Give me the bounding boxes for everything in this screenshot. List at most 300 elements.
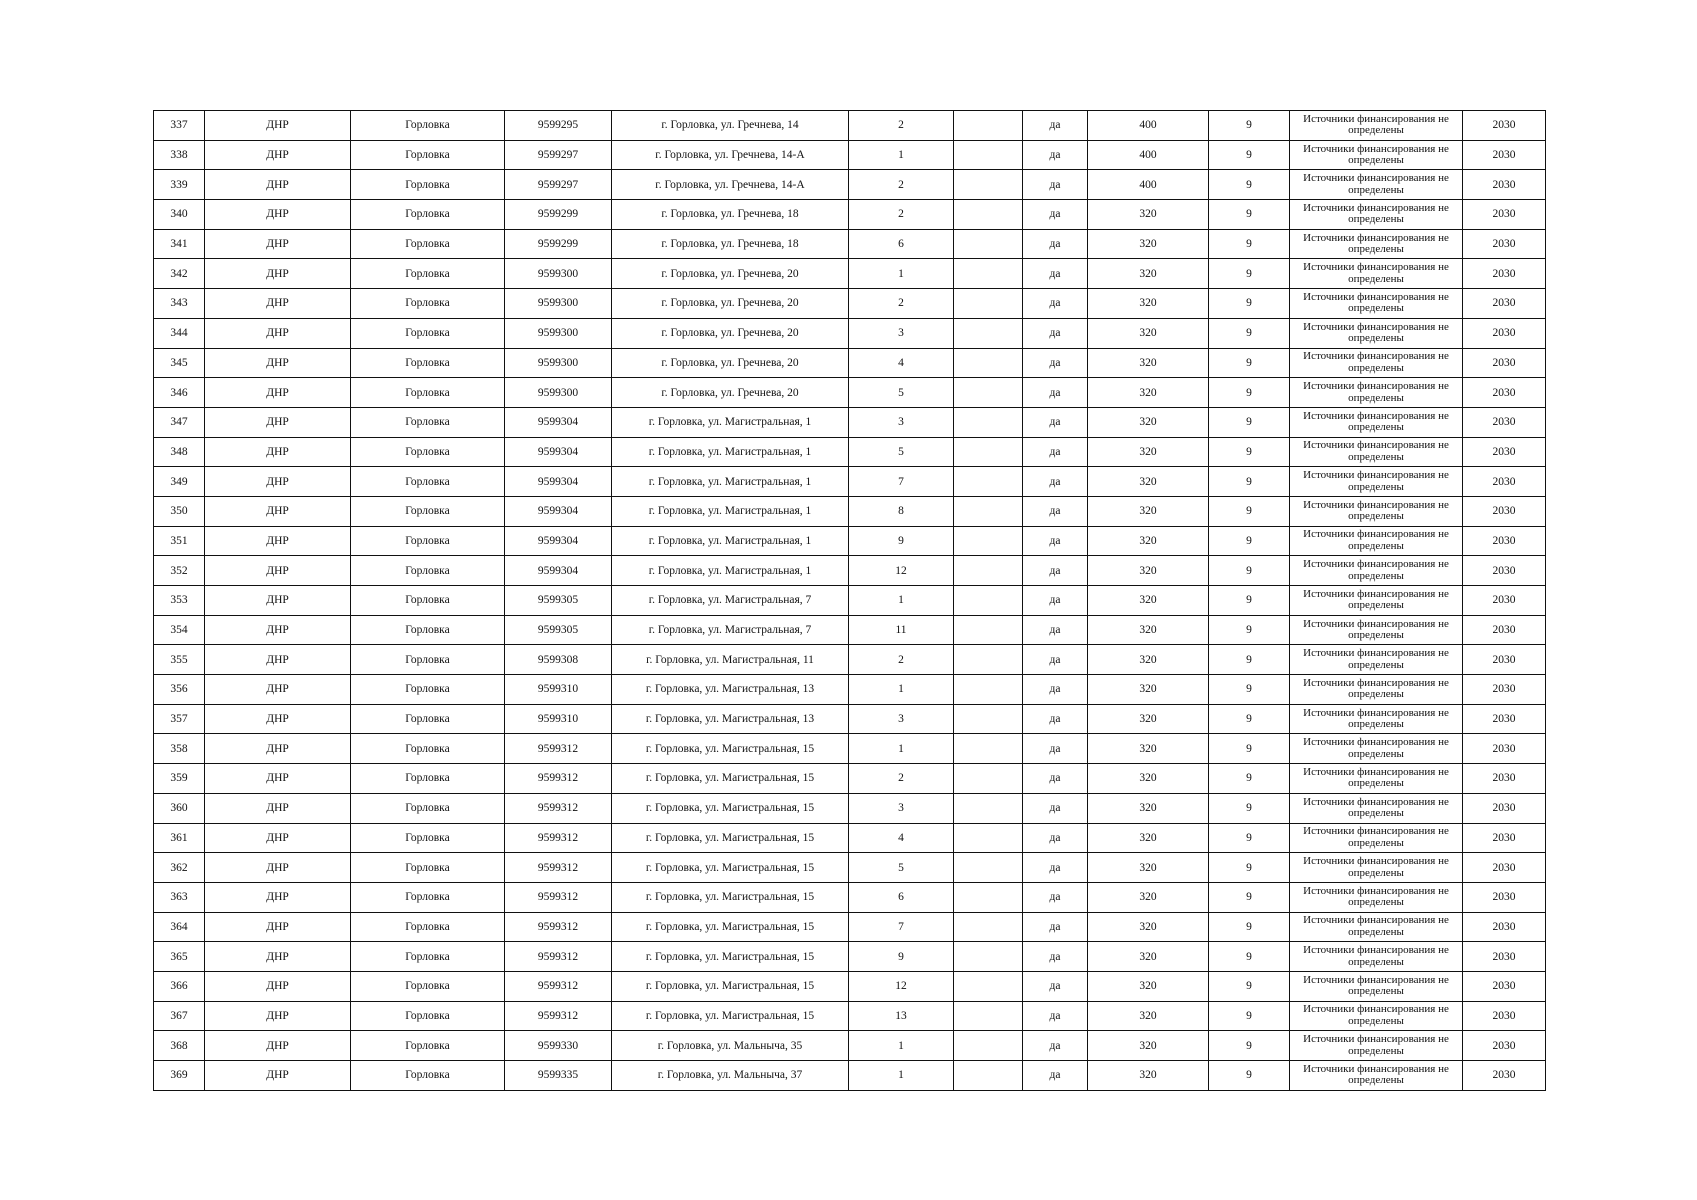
table-row — [154, 704, 1546, 734]
object-code-cell: 9599310 — [505, 675, 612, 705]
amount-cell: 320 — [1088, 467, 1209, 497]
region-cell: ДНР — [205, 437, 351, 467]
empty-cell — [954, 704, 1023, 734]
empty-cell — [954, 942, 1023, 972]
year-cell: 2030 — [1463, 1061, 1546, 1091]
year-cell: 2030 — [1463, 526, 1546, 556]
address-cell: г. Горловка, ул. Магистральная, 1 — [612, 407, 849, 437]
flag-cell: да — [1023, 793, 1088, 823]
empty-cell — [954, 823, 1023, 853]
region-cell: ДНР — [205, 971, 351, 1001]
table-row — [154, 793, 1546, 823]
year-cell: 2030 — [1463, 378, 1546, 408]
address-cell: г. Горловка, ул. Магистральная, 13 — [612, 675, 849, 705]
count-cell: 9 — [1209, 942, 1290, 972]
amount-cell: 320 — [1088, 882, 1209, 912]
table-row — [154, 259, 1546, 289]
flag-cell: да — [1023, 111, 1088, 141]
table-row — [154, 615, 1546, 645]
amount-cell: 320 — [1088, 823, 1209, 853]
year-cell: 2030 — [1463, 496, 1546, 526]
address-cell: г. Горловка, ул. Магистральная, 15 — [612, 912, 849, 942]
object-code-cell: 9599300 — [505, 378, 612, 408]
year-cell: 2030 — [1463, 853, 1546, 883]
funding-source-cell: Источники финансирования не определены — [1290, 111, 1463, 141]
city-cell: Горловка — [351, 764, 505, 794]
amount-cell: 320 — [1088, 1031, 1209, 1061]
row-number-cell: 356 — [154, 675, 205, 705]
year-cell: 2030 — [1463, 882, 1546, 912]
object-code-cell: 9599300 — [505, 259, 612, 289]
city-cell: Горловка — [351, 229, 505, 259]
count-cell: 9 — [1209, 496, 1290, 526]
year-cell: 2030 — [1463, 704, 1546, 734]
amount-cell: 320 — [1088, 407, 1209, 437]
table-row — [154, 586, 1546, 616]
object-code-cell: 9599299 — [505, 200, 612, 230]
row-number-cell: 343 — [154, 289, 205, 319]
apartment-cell: 1 — [849, 675, 954, 705]
amount-cell: 320 — [1088, 556, 1209, 586]
region-cell: ДНР — [205, 882, 351, 912]
region-cell: ДНР — [205, 586, 351, 616]
flag-cell: да — [1023, 823, 1088, 853]
city-cell: Горловка — [351, 200, 505, 230]
table-row — [154, 378, 1546, 408]
city-cell: Горловка — [351, 675, 505, 705]
count-cell: 9 — [1209, 229, 1290, 259]
region-cell: ДНР — [205, 853, 351, 883]
region-cell: ДНР — [205, 348, 351, 378]
empty-cell — [954, 764, 1023, 794]
empty-cell — [954, 1001, 1023, 1031]
year-cell: 2030 — [1463, 645, 1546, 675]
address-cell: г. Горловка, ул. Гречнева, 18 — [612, 200, 849, 230]
table-row — [154, 111, 1546, 141]
apartment-cell: 1 — [849, 259, 954, 289]
object-code-cell: 9599305 — [505, 586, 612, 616]
year-cell: 2030 — [1463, 971, 1546, 1001]
region-cell: ДНР — [205, 764, 351, 794]
row-number-cell: 363 — [154, 882, 205, 912]
apartment-cell: 1 — [849, 1031, 954, 1061]
object-code-cell: 9599312 — [505, 793, 612, 823]
empty-cell — [954, 111, 1023, 141]
amount-cell: 320 — [1088, 615, 1209, 645]
address-cell: г. Горловка, ул. Гречнева, 20 — [612, 348, 849, 378]
row-number-cell: 347 — [154, 407, 205, 437]
count-cell: 9 — [1209, 615, 1290, 645]
funding-source-cell: Источники финансирования не определены — [1290, 289, 1463, 319]
flag-cell: да — [1023, 853, 1088, 883]
empty-cell — [954, 645, 1023, 675]
object-code-cell: 9599312 — [505, 734, 612, 764]
count-cell: 9 — [1209, 882, 1290, 912]
row-number-cell: 360 — [154, 793, 205, 823]
table-row — [154, 734, 1546, 764]
count-cell: 9 — [1209, 1031, 1290, 1061]
year-cell: 2030 — [1463, 823, 1546, 853]
address-cell: г. Горловка, ул. Магистральная, 15 — [612, 764, 849, 794]
city-cell: Горловка — [351, 645, 505, 675]
address-cell: г. Горловка, ул. Магистральная, 15 — [612, 882, 849, 912]
apartment-cell: 1 — [849, 586, 954, 616]
table-row — [154, 170, 1546, 200]
city-cell: Горловка — [351, 704, 505, 734]
count-cell: 9 — [1209, 437, 1290, 467]
region-cell: ДНР — [205, 229, 351, 259]
flag-cell: да — [1023, 259, 1088, 289]
city-cell: Горловка — [351, 259, 505, 289]
apartment-cell: 9 — [849, 526, 954, 556]
address-cell: г. Горловка, ул. Гречнева, 20 — [612, 259, 849, 289]
region-cell: ДНР — [205, 793, 351, 823]
region-cell: ДНР — [205, 111, 351, 141]
table-row — [154, 318, 1546, 348]
object-code-cell: 9599312 — [505, 942, 612, 972]
object-code-cell: 9599304 — [505, 526, 612, 556]
table-row — [154, 942, 1546, 972]
count-cell: 9 — [1209, 140, 1290, 170]
count-cell: 9 — [1209, 111, 1290, 141]
empty-cell — [954, 318, 1023, 348]
amount-cell: 400 — [1088, 111, 1209, 141]
address-cell: г. Горловка, ул. Магистральная, 15 — [612, 942, 849, 972]
funding-source-cell: Источники финансирования не определены — [1290, 140, 1463, 170]
funding-source-cell: Источники финансирования не определены — [1290, 764, 1463, 794]
city-cell: Горловка — [351, 556, 505, 586]
amount-cell: 320 — [1088, 200, 1209, 230]
amount-cell: 320 — [1088, 229, 1209, 259]
apartment-cell: 1 — [849, 140, 954, 170]
row-number-cell: 348 — [154, 437, 205, 467]
city-cell: Горловка — [351, 318, 505, 348]
region-cell: ДНР — [205, 615, 351, 645]
funding-source-cell: Источники финансирования не определены — [1290, 318, 1463, 348]
object-code-cell: 9599304 — [505, 437, 612, 467]
flag-cell: да — [1023, 229, 1088, 259]
address-cell: г. Горловка, ул. Магистральная, 7 — [612, 586, 849, 616]
city-cell: Горловка — [351, 407, 505, 437]
city-cell: Горловка — [351, 348, 505, 378]
row-number-cell: 353 — [154, 586, 205, 616]
row-number-cell: 349 — [154, 467, 205, 497]
address-cell: г. Горловка, ул. Гречнева, 14-А — [612, 170, 849, 200]
count-cell: 9 — [1209, 289, 1290, 319]
year-cell: 2030 — [1463, 407, 1546, 437]
flag-cell: да — [1023, 645, 1088, 675]
empty-cell — [954, 912, 1023, 942]
flag-cell: да — [1023, 200, 1088, 230]
amount-cell: 320 — [1088, 942, 1209, 972]
row-number-cell: 368 — [154, 1031, 205, 1061]
amount-cell: 320 — [1088, 1001, 1209, 1031]
apartment-cell: 3 — [849, 407, 954, 437]
count-cell: 9 — [1209, 853, 1290, 883]
row-number-cell: 345 — [154, 348, 205, 378]
count-cell: 9 — [1209, 318, 1290, 348]
table-row — [154, 407, 1546, 437]
count-cell: 9 — [1209, 170, 1290, 200]
address-cell: г. Горловка, ул. Магистральная, 15 — [612, 734, 849, 764]
amount-cell: 320 — [1088, 526, 1209, 556]
year-cell: 2030 — [1463, 467, 1546, 497]
funding-source-cell: Источники финансирования не определены — [1290, 378, 1463, 408]
address-cell: г. Горловка, ул. Гречнева, 20 — [612, 318, 849, 348]
row-number-cell: 364 — [154, 912, 205, 942]
address-cell: г. Горловка, ул. Магистральная, 15 — [612, 823, 849, 853]
year-cell: 2030 — [1463, 675, 1546, 705]
flag-cell: да — [1023, 289, 1088, 319]
empty-cell — [954, 734, 1023, 764]
year-cell: 2030 — [1463, 437, 1546, 467]
address-cell: г. Горловка, ул. Гречнева, 14-А — [612, 140, 849, 170]
year-cell: 2030 — [1463, 734, 1546, 764]
object-code-cell: 9599300 — [505, 289, 612, 319]
city-cell: Горловка — [351, 170, 505, 200]
empty-cell — [954, 882, 1023, 912]
count-cell: 9 — [1209, 971, 1290, 1001]
apartment-cell: 3 — [849, 318, 954, 348]
apartment-cell: 6 — [849, 882, 954, 912]
empty-cell — [954, 140, 1023, 170]
object-code-cell: 9599300 — [505, 318, 612, 348]
row-number-cell: 365 — [154, 942, 205, 972]
amount-cell: 320 — [1088, 734, 1209, 764]
city-cell: Горловка — [351, 467, 505, 497]
flag-cell: да — [1023, 407, 1088, 437]
count-cell: 9 — [1209, 348, 1290, 378]
amount-cell: 320 — [1088, 1061, 1209, 1091]
apartment-cell: 8 — [849, 496, 954, 526]
object-code-cell: 9599312 — [505, 853, 612, 883]
object-code-cell: 9599312 — [505, 971, 612, 1001]
count-cell: 9 — [1209, 407, 1290, 437]
row-number-cell: 361 — [154, 823, 205, 853]
table-row — [154, 348, 1546, 378]
city-cell: Горловка — [351, 140, 505, 170]
address-cell: г. Горловка, ул. Гречнева, 18 — [612, 229, 849, 259]
year-cell: 2030 — [1463, 348, 1546, 378]
row-number-cell: 346 — [154, 378, 205, 408]
object-code-cell: 9599297 — [505, 140, 612, 170]
table-row — [154, 526, 1546, 556]
year-cell: 2030 — [1463, 793, 1546, 823]
region-cell: ДНР — [205, 259, 351, 289]
table-row — [154, 675, 1546, 705]
empty-cell — [954, 1061, 1023, 1091]
funding-source-cell: Источники финансирования не определены — [1290, 823, 1463, 853]
amount-cell: 400 — [1088, 170, 1209, 200]
object-code-cell: 9599300 — [505, 348, 612, 378]
apartment-cell: 6 — [849, 229, 954, 259]
object-code-cell: 9599312 — [505, 912, 612, 942]
object-code-cell: 9599312 — [505, 823, 612, 853]
region-cell: ДНР — [205, 289, 351, 319]
table-row — [154, 764, 1546, 794]
count-cell: 9 — [1209, 200, 1290, 230]
flag-cell: да — [1023, 1001, 1088, 1031]
apartment-cell: 1 — [849, 734, 954, 764]
row-number-cell: 344 — [154, 318, 205, 348]
table-row — [154, 1001, 1546, 1031]
address-cell: г. Горловка, ул. Гречнева, 20 — [612, 378, 849, 408]
funding-source-cell: Источники финансирования не определены — [1290, 348, 1463, 378]
funding-source-cell: Источники финансирования не определены — [1290, 526, 1463, 556]
row-number-cell: 359 — [154, 764, 205, 794]
row-number-cell: 341 — [154, 229, 205, 259]
address-cell: г. Горловка, ул. Гречнева, 20 — [612, 289, 849, 319]
funding-source-cell: Источники финансирования не определены — [1290, 734, 1463, 764]
flag-cell: да — [1023, 704, 1088, 734]
year-cell: 2030 — [1463, 1001, 1546, 1031]
flag-cell: да — [1023, 318, 1088, 348]
count-cell: 9 — [1209, 704, 1290, 734]
table-row — [154, 882, 1546, 912]
region-cell: ДНР — [205, 823, 351, 853]
funding-source-cell: Источники финансирования не определены — [1290, 437, 1463, 467]
table-row — [154, 437, 1546, 467]
count-cell: 9 — [1209, 764, 1290, 794]
row-number-cell: 354 — [154, 615, 205, 645]
year-cell: 2030 — [1463, 140, 1546, 170]
amount-cell: 320 — [1088, 675, 1209, 705]
address-cell: г. Горловка, ул. Гречнева, 14 — [612, 111, 849, 141]
flag-cell: да — [1023, 971, 1088, 1001]
funding-source-cell: Источники финансирования не определены — [1290, 912, 1463, 942]
amount-cell: 400 — [1088, 140, 1209, 170]
row-number-cell: 355 — [154, 645, 205, 675]
object-code-cell: 9599310 — [505, 704, 612, 734]
flag-cell: да — [1023, 348, 1088, 378]
year-cell: 2030 — [1463, 318, 1546, 348]
year-cell: 2030 — [1463, 1031, 1546, 1061]
empty-cell — [954, 1031, 1023, 1061]
count-cell: 9 — [1209, 823, 1290, 853]
amount-cell: 320 — [1088, 289, 1209, 319]
funding-source-cell: Источники финансирования не определены — [1290, 1001, 1463, 1031]
apartment-cell: 4 — [849, 823, 954, 853]
address-cell: г. Горловка, ул. Магистральная, 15 — [612, 853, 849, 883]
row-number-cell: 351 — [154, 526, 205, 556]
address-cell: г. Горловка, ул. Магистральная, 1 — [612, 556, 849, 586]
city-cell: Горловка — [351, 793, 505, 823]
region-cell: ДНР — [205, 912, 351, 942]
count-cell: 9 — [1209, 378, 1290, 408]
funding-source-cell: Источники финансирования не определены — [1290, 170, 1463, 200]
flag-cell: да — [1023, 1061, 1088, 1091]
table-row — [154, 556, 1546, 586]
count-cell: 9 — [1209, 467, 1290, 497]
empty-cell — [954, 289, 1023, 319]
city-cell: Горловка — [351, 378, 505, 408]
year-cell: 2030 — [1463, 170, 1546, 200]
year-cell: 2030 — [1463, 200, 1546, 230]
empty-cell — [954, 496, 1023, 526]
flag-cell: да — [1023, 496, 1088, 526]
funding-source-cell: Источники финансирования не определены — [1290, 467, 1463, 497]
row-number-cell: 337 — [154, 111, 205, 141]
empty-cell — [954, 675, 1023, 705]
table-row — [154, 823, 1546, 853]
year-cell: 2030 — [1463, 586, 1546, 616]
row-number-cell: 352 — [154, 556, 205, 586]
amount-cell: 320 — [1088, 764, 1209, 794]
funding-source-cell: Источники финансирования не определены — [1290, 556, 1463, 586]
city-cell: Горловка — [351, 942, 505, 972]
flag-cell: да — [1023, 912, 1088, 942]
year-cell: 2030 — [1463, 764, 1546, 794]
table-row — [154, 140, 1546, 170]
funding-source-cell: Источники финансирования не определены — [1290, 615, 1463, 645]
funding-source-cell: Источники финансирования не определены — [1290, 229, 1463, 259]
region-cell: ДНР — [205, 318, 351, 348]
count-cell: 9 — [1209, 586, 1290, 616]
row-number-cell: 340 — [154, 200, 205, 230]
apartment-cell: 5 — [849, 378, 954, 408]
row-number-cell: 350 — [154, 496, 205, 526]
apartment-cell: 2 — [849, 289, 954, 319]
apartment-cell: 9 — [849, 942, 954, 972]
flag-cell: да — [1023, 942, 1088, 972]
object-code-cell: 9599304 — [505, 556, 612, 586]
table-body — [154, 111, 1546, 1091]
funding-source-cell: Источники финансирования не определены — [1290, 882, 1463, 912]
city-cell: Горловка — [351, 823, 505, 853]
object-code-cell: 9599297 — [505, 170, 612, 200]
data-table — [153, 110, 1546, 1091]
city-cell: Горловка — [351, 437, 505, 467]
table-row — [154, 1031, 1546, 1061]
amount-cell: 320 — [1088, 586, 1209, 616]
empty-cell — [954, 526, 1023, 556]
amount-cell: 320 — [1088, 912, 1209, 942]
flag-cell: да — [1023, 526, 1088, 556]
funding-source-cell: Источники финансирования не определены — [1290, 1061, 1463, 1091]
address-cell: г. Горловка, ул. Магистральная, 1 — [612, 526, 849, 556]
region-cell: ДНР — [205, 1001, 351, 1031]
empty-cell — [954, 259, 1023, 289]
flag-cell: да — [1023, 467, 1088, 497]
flag-cell: да — [1023, 764, 1088, 794]
flag-cell: да — [1023, 675, 1088, 705]
count-cell: 9 — [1209, 526, 1290, 556]
empty-cell — [954, 467, 1023, 497]
empty-cell — [954, 556, 1023, 586]
row-number-cell: 367 — [154, 1001, 205, 1031]
funding-source-cell: Источники финансирования не определены — [1290, 200, 1463, 230]
flag-cell: да — [1023, 140, 1088, 170]
flag-cell: да — [1023, 1031, 1088, 1061]
region-cell: ДНР — [205, 378, 351, 408]
count-cell: 9 — [1209, 912, 1290, 942]
object-code-cell: 9599304 — [505, 496, 612, 526]
city-cell: Горловка — [351, 734, 505, 764]
address-cell: г. Горловка, ул. Магистральная, 1 — [612, 467, 849, 497]
apartment-cell: 11 — [849, 615, 954, 645]
year-cell: 2030 — [1463, 556, 1546, 586]
year-cell: 2030 — [1463, 111, 1546, 141]
row-number-cell: 339 — [154, 170, 205, 200]
address-cell: г. Горловка, ул. Магистральная, 1 — [612, 437, 849, 467]
flag-cell: да — [1023, 615, 1088, 645]
city-cell: Горловка — [351, 615, 505, 645]
city-cell: Горловка — [351, 526, 505, 556]
city-cell: Горловка — [351, 971, 505, 1001]
region-cell: ДНР — [205, 1031, 351, 1061]
apartment-cell: 12 — [849, 556, 954, 586]
flag-cell: да — [1023, 586, 1088, 616]
